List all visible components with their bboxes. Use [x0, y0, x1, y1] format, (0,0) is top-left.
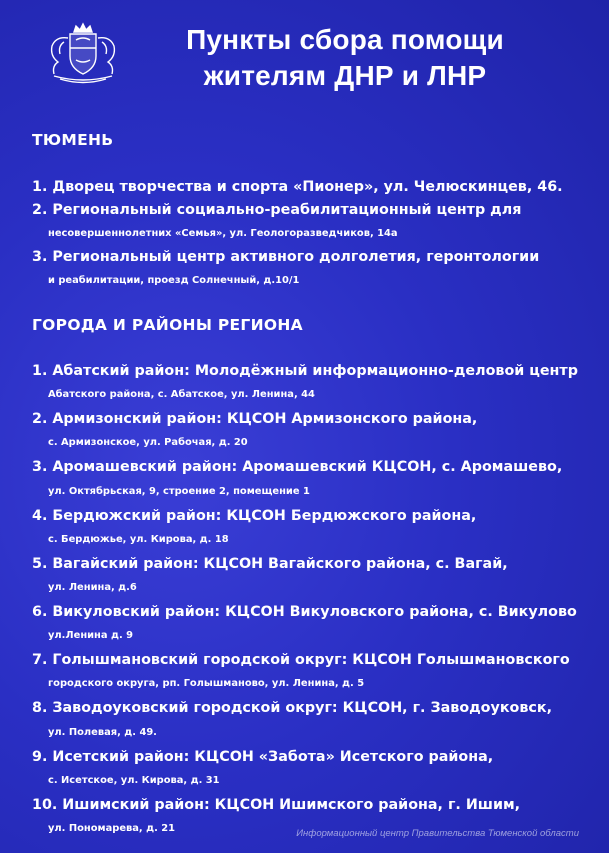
list-item — [32, 408, 592, 454]
list-item — [32, 176, 592, 199]
item-line-cont: и реабилитации, проезд Солнечный, д.10/1 — [48, 274, 300, 286]
item-line-cont: с. Армизонское, ул. Рабочая, д. 20 — [48, 437, 248, 449]
item-line-cont: ул. Октябрьская, 9, строение 2, помещение 1 — [48, 485, 310, 497]
item-line-cont: несовершеннолетних «Семья», ул. Геологоразведчиков, 14а — [48, 228, 398, 240]
item-line: 3. Аромашевский район: Аромашевский КЦСОН, с. Аромашево, — [32, 459, 563, 476]
list-item — [32, 649, 592, 695]
page-title — [140, 22, 550, 94]
tyumen-list — [32, 176, 592, 292]
item-line-cont: ул. Полевая, д. 49. — [48, 726, 157, 738]
item-line: 3. Региональный центр активного долголетия, геронтологии — [32, 248, 540, 265]
list-item — [32, 746, 592, 792]
list-item — [32, 505, 592, 551]
item-line: 1. Дворец творчества и спорта «Пионер», ул. Челюскинцев, 46. — [32, 179, 563, 195]
section-heading-tyumen: ТЮМЕНЬ — [32, 131, 114, 149]
list-item — [32, 199, 592, 245]
item-line: 6. Викуловский район: КЦСОН Викуловского района, с. Викулово — [32, 604, 577, 621]
item-line: 2. Армизонский район: КЦСОН Армизонского района, — [32, 411, 478, 428]
item-line: 7. Голышмановский городской округ: КЦСОН Голышмановского — [32, 652, 570, 669]
item-line-cont: с. Исетское, ул. Кирова, д. 31 — [48, 774, 220, 786]
item-line-cont: ул. Пономарева, д. 21 — [48, 823, 176, 835]
item-line-cont: ул. Ленина, д.6 — [48, 582, 137, 594]
list-item — [32, 697, 592, 743]
list-item — [32, 360, 592, 406]
item-line: 8. Заводоуковский городской округ: КЦСОН, г. Заводоуковск, — [32, 700, 553, 717]
header — [0, 0, 609, 110]
list-item — [32, 456, 592, 502]
item-line: 9. Исетский район: КЦСОН «Забота» Исетского района, — [32, 748, 494, 765]
regions-list — [32, 360, 592, 842]
item-line-cont: Абатского района, с. Абатское, ул. Ленина, 44 — [48, 389, 315, 401]
title-line-2: жителям ДНР и ЛНР — [203, 60, 487, 91]
item-line: 1. Абатский район: Молодёжный информационно-деловой центр — [32, 363, 578, 379]
list-item — [32, 246, 592, 292]
item-line: 4. Бердюжский район: КЦСОН Бердюжского района, — [32, 507, 477, 524]
title-line-1: Пункты сбора помощи — [186, 24, 504, 55]
item-line-cont: ул.Ленина д. 9 — [48, 630, 134, 642]
tyumen-coat-of-arms-icon — [38, 22, 128, 84]
footer-credit: Информационный центр Правительства Тюменской области — [296, 828, 579, 839]
list-item — [32, 553, 592, 599]
section-heading-regions: ГОРОДА И РАЙОНЫ РЕГИОНА — [32, 316, 303, 334]
list-item — [32, 601, 592, 647]
item-line: 5. Вагайский район: КЦСОН Вагайского района, с. Вагай, — [32, 555, 508, 572]
item-line-cont: с. Бердюжье, ул. Кирова, д. 18 — [48, 533, 229, 545]
item-line: 2. Региональный социально-реабилитационный центр для — [32, 202, 522, 219]
item-line: 10. Ишимский район: КЦСОН Ишимского района, г. Ишим, — [32, 796, 521, 813]
item-line-cont: городского округа, рп. Голышманово, ул. Ленина, д. 5 — [48, 678, 365, 690]
